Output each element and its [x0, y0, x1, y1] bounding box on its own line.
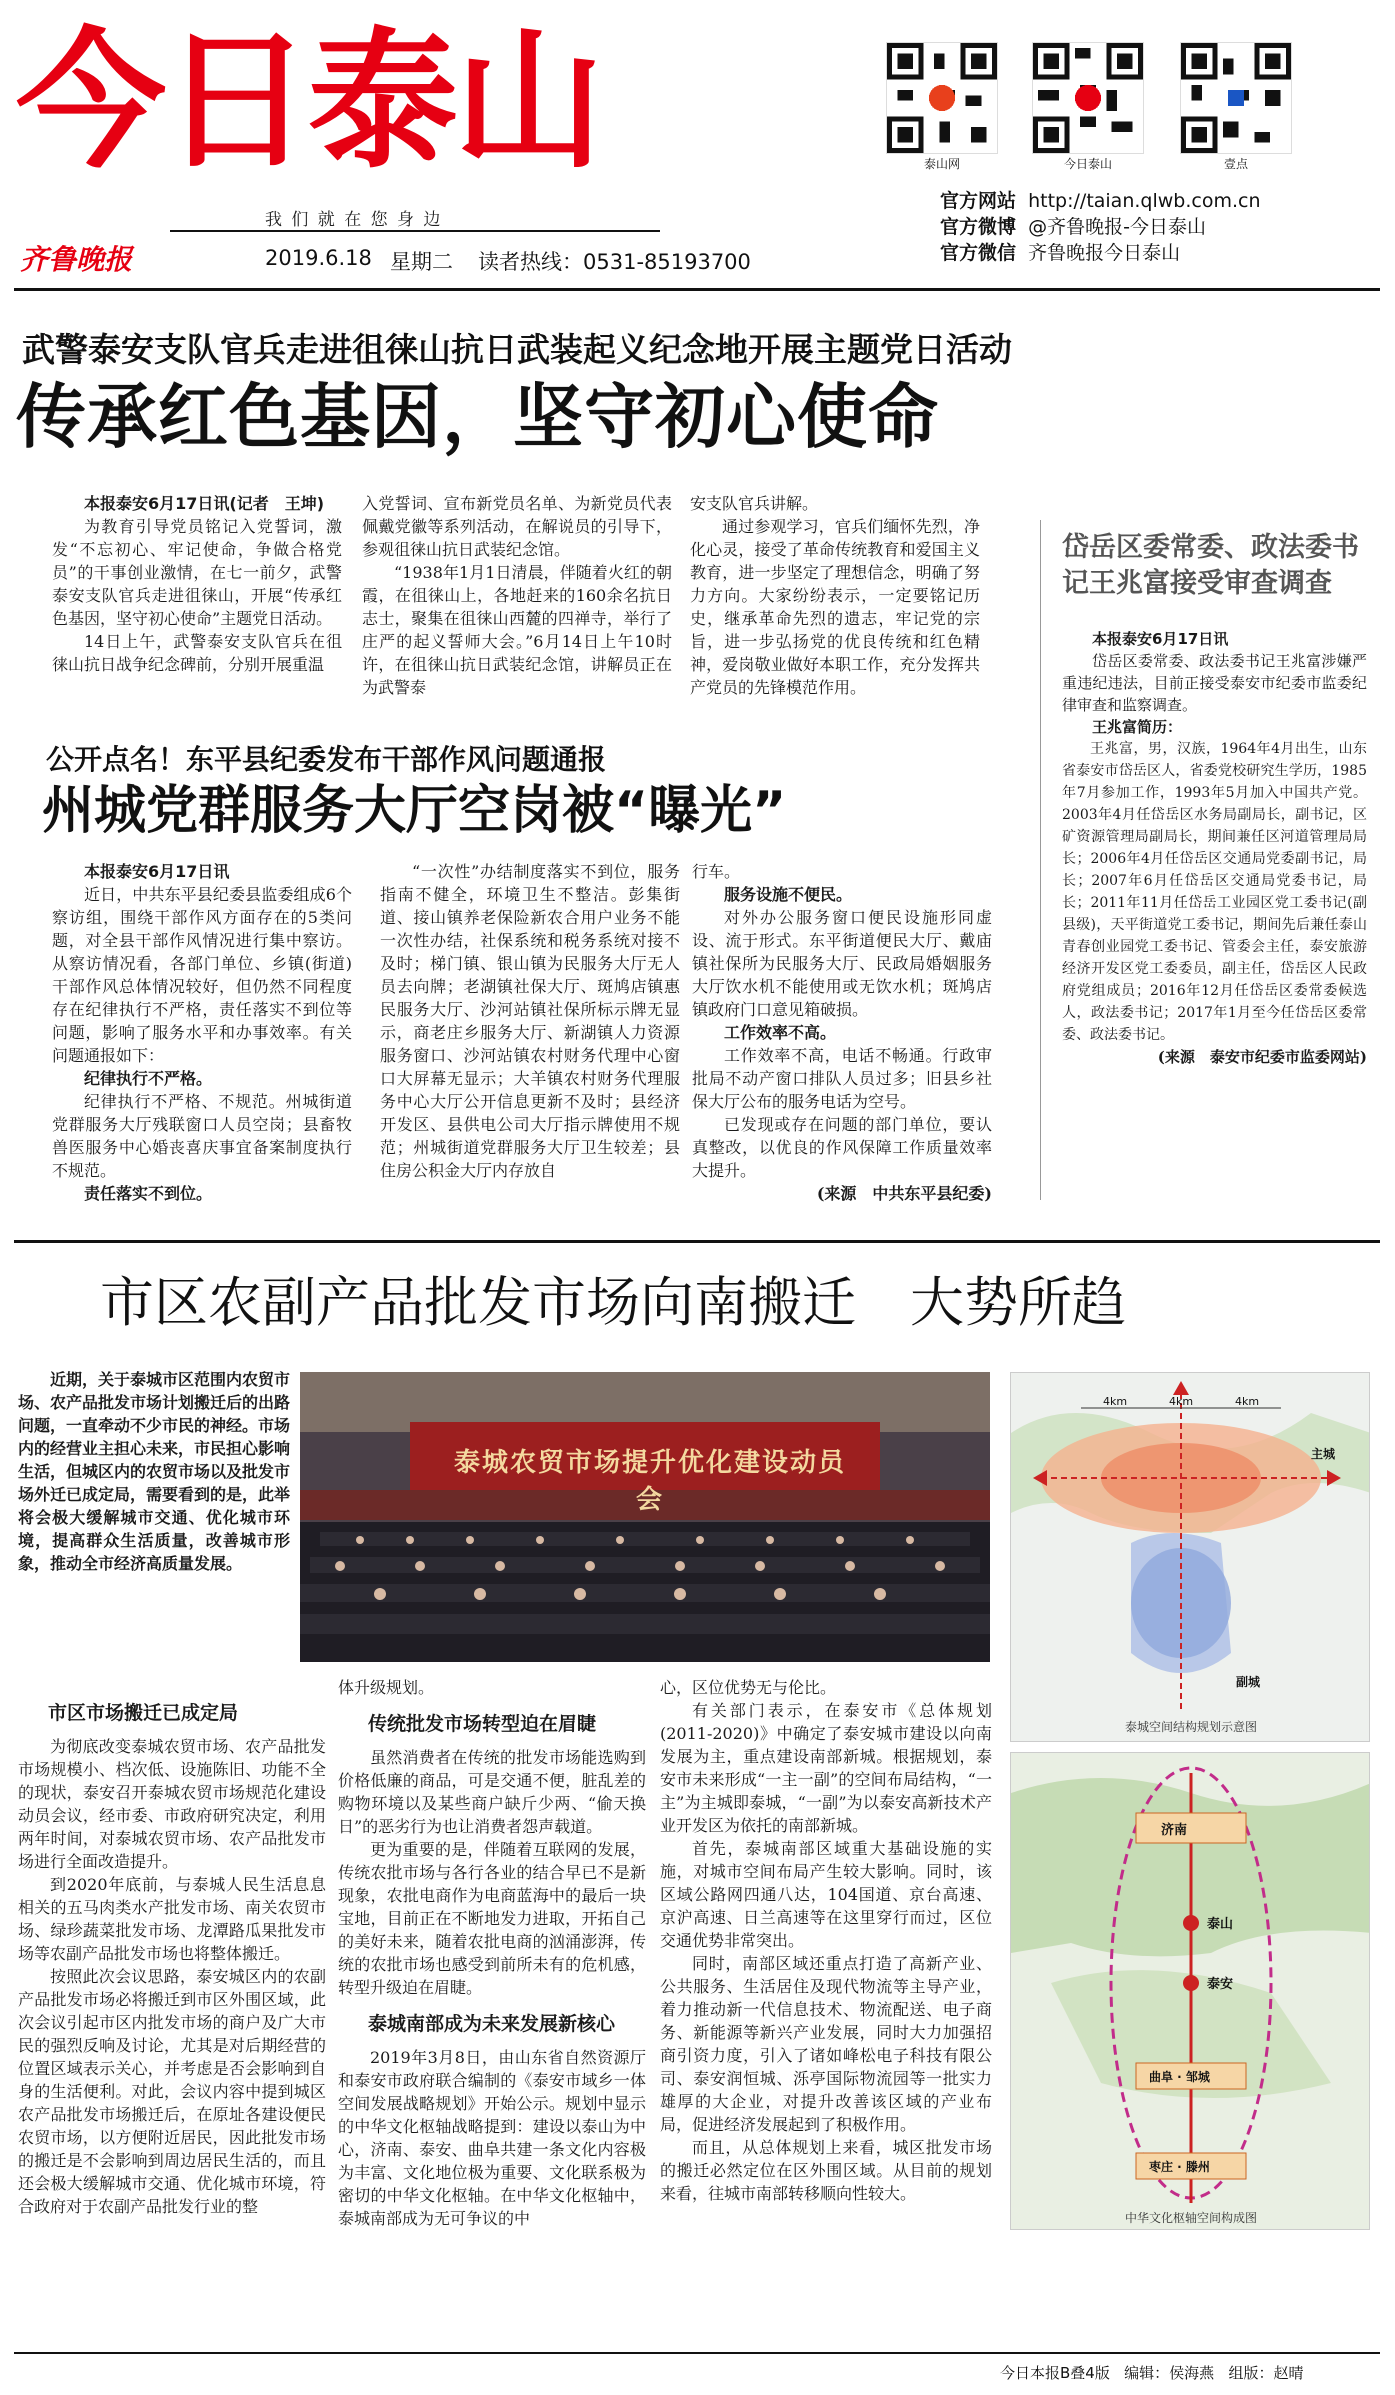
qr-label-2: 今日泰山 [1063, 157, 1112, 171]
article2-subhead: 纪律执行不严格。 [84, 1069, 213, 1088]
map-label: 4km [1103, 1395, 1128, 1408]
map-label: 枣庄 · 滕州 [1149, 2160, 1210, 2174]
map-label: 曲阜 · 邹城 [1149, 2070, 1210, 2084]
masthead-slogan: 我 们 就 在 您 身 边 [265, 210, 443, 230]
article3-para: 更为重要的是，伴随着互联网的发展，传统农批市场与各行各业的结合早已不是新现象，农批电商作为电商蓝海中的最后一块宝地，目前正在不断地发力进取，开拓自己的美好未来，随着农批电商的汹涌澎湃，传统的农批市场也感受到前所未有的危机感，转型升级迫在眉睫。 [338, 1840, 646, 1997]
masthead-divider [170, 230, 660, 232]
article2-source: (来源 中共东平县纪委) [816, 1184, 992, 1203]
article3-para: 体升级规划。 [338, 1678, 435, 1697]
official-links [940, 188, 1261, 266]
article1-col3 [690, 492, 980, 699]
city-structure-map [1010, 1372, 1370, 1742]
article1-para: 通过参观学习，官兵们缅怀先烈，净化心灵，接受了革命传统教育和爱国主义教育，进一步坚定了理想信念，明确了努力方向。大家纷纷表示，一定要铭记历史，继承革命先烈的遗志，牢记党的宗旨，进一步弘扬党的优良传统和红色精神，爱岗敬业做好本职工作，充分发挥共产党员的先锋模范作用。 [690, 517, 980, 697]
article1-para: “1938年1月1日清晨，伴随着火红的朝霞，在徂徕山上，各地赶来的160余名抗日志士，聚集在徂徕山西麓的四禅寺，举行了庄严的起义誓师大会。”6月14日上午10时许，在徂徕山抗日武装纪念馆，讲解员正在为武警泰 [362, 563, 672, 697]
footer-page: 今日本报B叠4版 [1000, 2364, 1110, 2382]
article1-byline: 本报泰安6月17日讯(记者 王坤) [84, 494, 325, 513]
sidebar-bio-title: 王兆富简历： [1092, 718, 1183, 736]
website-link[interactable]: http://taian.qlwb.com.cn [1028, 190, 1261, 212]
article1-col2 [362, 492, 672, 699]
article3-para: 到2020年底前，与泰城人民生活息息相关的五马肉类水产批发市场、南关农贸市场、绿珍蔬菜批发市场、龙潭路瓜果批发市场等农副产品批发市场也将整体搬迁。 [18, 1875, 326, 1963]
article3-para: 为彻底改变泰城农贸市场、农产品批发市场规模小、档次低、设施陈旧、功能不全的现状，泰安召开泰城农贸市场规范化建设动员会议，经市委、市政府研究决定，利用两年时间，对泰城农贸市场、农产品批发市场进行全面改造提升。 [18, 1737, 326, 1871]
article3-subhead: 市区市场搬迁已成定局 [48, 1702, 239, 1724]
map2-caption: 中华文化枢轴空间构成图 [1124, 2211, 1257, 2225]
qr-label-3: 壹点 [1223, 157, 1248, 171]
article2-para: 对外办公服务窗口便民设施形同虚设、流于形式。东平街道便民大厅、戴庙镇社保所为民服务大厅、民政局婚姻服务大厅饮水机不能使用或无饮水机；斑鸠店镇政府门口意见箱破损。 [692, 908, 992, 1019]
article3-lead-text: 近期，关于泰城市区范围内农贸市场、农产品批发市场计划搬迁后的出路问题，一直牵动不少市民的神经。市场内的经营业主担心未来，市民担心影响生活，但城区内的农贸市场以及批发市场外迁已成定局，需要看到的是，此举将会极大缓解城市交通、优化城市环境，提高群众生活质量，改善城市形象，推动全市经济高质量发展。 [18, 1370, 291, 1573]
map-label: 副城 [1236, 1675, 1261, 1689]
weibo-link[interactable]: @齐鲁晚报-今日泰山 [1028, 216, 1206, 238]
footer [1000, 2362, 1304, 2383]
article2-para: 纪律执行不严格、不规范。州城街道党群服务大厅残联窗口人员空岗；县畜牧兽医服务中心婚丧喜庆事宜备案制度执行不规范。 [52, 1092, 352, 1180]
qr-code-2[interactable] [1032, 42, 1144, 154]
article3-subhead: 传统批发市场转型迫在眉睫 [368, 1713, 597, 1735]
sidebar-body [1062, 628, 1367, 1068]
sidebar-lead: 岱岳区委常委、政法委书记王兆富涉嫌严重违纪违法，目前正接受泰安市纪委市监委纪律审查和监察调查。 [1062, 652, 1367, 714]
masthead-title: 今日泰山 [16, 15, 601, 189]
map-label: 泰安 [1207, 1977, 1234, 1992]
article3-para: 2019年3月8日，由山东省自然资源厅和泰安市政府联合编制的《泰安市域乡一体空间发展战略规划》开始公示。规划中显示的中华文化枢轴战略提到：建设以泰山为中心，济南、泰安、曲阜共建一条文化内容极为丰富、文化地位极为重要、文化联系极为密切的中华文化枢轴。在中华文化枢轴中，泰城南部成为无可争议的中 [338, 2048, 646, 2228]
article2-para: 近日，中共东平县纪委县监委组成6个察访组，围绕干部作风方面存在的5类问题，对全县干部作风情况进行集中察访。从察访情况看，各部门单位、乡镇(街道)干部作风总体情况较好，但仍然不同程度存在纪律执行不严格，责任落实不到位等问题，影响了服务水平和办事效率。有关问题通报如下： [52, 885, 352, 1065]
article2-byline: 本报泰安6月17日讯 [84, 862, 230, 881]
article2-para: 行车。 [692, 862, 741, 881]
qr-label-1: 泰山网 [923, 157, 960, 171]
article2-subhead: 服务设施不便民。 [724, 885, 853, 904]
section-rule [14, 1240, 1380, 1243]
masthead-bottom-rule [14, 288, 1380, 291]
sidebar-bio: 王兆富，男，汉族，1964年4月出生，山东省泰安市岱岳区人，省委党校研究生学历，1985年7月参加工作，1993年5月加入中国共产党。2003年4月任岱岳区水务局副局长，副书记，区矿资源管理局副局长，期间兼任区河道管理局局长；2006年4月任岱岳区交通局党委副书记，局长；2007年6月任岱岳区交通局党委书记，局长；2011年11月任岱岳工业园区党工委书记(副县级)，天平街道党工委书记，期间先后兼任泰山青春创业园党工委书记、管委会主任，泰安旅游经济开发区党工委委员，副主任，岱岳区人民政府党组成员；2016年12月任岱岳区委常委候选人，政法委书记；2017年1月至今任岱岳区委常委、政法委书记。 [1062, 741, 1367, 1043]
qr-code-3[interactable] [1180, 42, 1292, 154]
article2-headline: 州城党群服务大厅空岗被“曝光” [42, 781, 787, 841]
sidebar-byline: 本报泰安6月17日讯 [1092, 630, 1229, 648]
article3-headline: 市区农副产品批发市场向南搬迁 大势所趋 [100, 1271, 1126, 1334]
article3-col3 [660, 1676, 992, 2205]
article3-para: 同时，南部区域还重点打造了高新产业、公共服务、生活居住及现代物流等主导产业，着力推动新一代信息技术、物流配送、电子商务、新能源等新兴产业发展，同时大力加强招商引资力度，引入了诸如峰松电子科技有限公司、泰安润恒城、泺亭国际物流园等一批实力雄厚的大企业，对提升改善该区域的产业布局，促进经济发展起到了积极作用。 [660, 1954, 992, 2134]
article2-para: 工作效率不高，电话不畅通。行政审批局不动产窗口排队人员过多；旧县乡社保大厅公布的服务电话为空号。 [692, 1046, 992, 1111]
issue-weekday: 星期二 [390, 250, 453, 274]
article3-para: 按照此次会议思路，泰安城区内的农副产品批发市场必将搬迁到市区外围区域，此次会议引起市区内批发市场的商户及广大市民的强烈反响及讨论，尤其是对后期经营的位置区域表示关心，并考虑是否会影响到自身的生活便利。对此，会议内容中提到城区农产品批发市场搬迁后，在原址各建设便民农贸市场，以方便附近居民，因此批发市场的搬迁是不会影响到周边居民生活的，而且还会极大缓解城市交通、优化城市环境，符合政府对于农副产品批发行业的整 [18, 1967, 326, 2216]
footer-editor: 编辑：侯海燕 [1124, 2364, 1215, 2382]
article2-subhead: 责任落实不到位。 [84, 1184, 213, 1203]
map-label: 泰山 [1207, 1917, 1234, 1932]
article1-para: 为教育引导党员铭记入党誓词，激发“不忘初心、牢记使命，争做合格党员”的干事创业激情，在七一前夕，武警泰安支队官兵走进徂徕山，开展“传承红色基因，坚守初心使命”主题党日活动。 [52, 517, 342, 628]
issue-date: 2019.6.18 [265, 246, 372, 270]
link-label: 官方微博 [940, 216, 1017, 238]
article2-col3 [692, 860, 992, 1205]
article2-col1 [52, 860, 352, 1205]
article2-para: 已发现或存在问题的部门单位，要认真整改，以优良的作风保障工作质量效率大提升。 [692, 1115, 992, 1180]
link-label: 官方网站 [940, 190, 1017, 212]
article3-para: 有关部门表示，在泰安市《总体规划(2011-2020)》中确定了泰安城市建设以向南发展为主，重点建设南部新城。根据规划，泰安市未来形成“一主一副”的空间布局结构，“一主”为主城即泰城，“一副”为以泰安高新技术产业开发区为依托的南部新城。 [660, 1701, 992, 1835]
article1-para: 14日上午，武警泰安支队官兵在徂徕山抗日战争纪念碑前，分别开展重温 [52, 632, 342, 674]
article2-subhead: 工作效率不高。 [724, 1023, 837, 1042]
article3-para: 心，区位优势无与伦比。 [660, 1678, 837, 1697]
article1-kicker: 武警泰安支队官兵走进徂徕山抗日武装起义纪念地开展主题党日活动 [22, 330, 1012, 369]
article3-lead [18, 1368, 290, 1575]
meeting-photo [300, 1372, 990, 1662]
cultural-axis-map [1010, 1752, 1370, 2230]
article3-subhead: 泰城南部成为未来发展新核心 [368, 2013, 616, 2035]
article3-para: 虽然消费者在传统的批发市场能选购到价格低廉的商品，可是交通不便，脏乱差的购物环境以及某些商户缺斤少两、“偷天换日”的恶劣行为也让消费者怨声载道。 [338, 1748, 646, 1836]
article3-col1 [18, 1688, 326, 2218]
article1-headline: 传承红色基因，坚守初心使命 [16, 376, 939, 458]
masthead [0, 0, 1395, 290]
sidebar-source: (来源 泰安市纪委市监委网站) [1157, 1048, 1367, 1066]
sidebar-divider [1040, 520, 1041, 1200]
map-label: 济南 [1161, 1823, 1188, 1838]
qr-code-1[interactable] [886, 42, 998, 154]
article1-para: 安支队官兵讲解。 [690, 494, 819, 513]
map-label: 4km [1235, 1395, 1260, 1408]
link-label: 官方微信 [940, 242, 1017, 264]
brand-logo: 齐鲁晚报 [20, 243, 133, 276]
article1-para: 入党誓词、宣布新党员名单、为新党员代表佩戴党徽等系列活动，在解说员的引导下，参观徂徕山抗日武装纪念馆。 [362, 494, 672, 559]
article2-para: “一次性”办结制度落实不到位，服务指南不健全，环境卫生不整洁。彭集街道、接山镇养老保险新农合用户业务不能一次性办结，社保系统和税务系统对接不及时；梯门镇、银山镇为民服务大厅无人员去向牌；老湖镇社保大厅、斑鸠店镇惠民服务大厅、沙河站镇社保所标示牌无显示，商老庄乡服务大厅、新湖镇人力资源服务窗口、沙河站镇农村财务代理中心窗口大屏幕无显示；大羊镇农村财务代理服务中心大厅公开信息更新不及时；县经济开发区、县供电公司大厅指示牌使用不规范；州城街道党群服务大厅卫生较差；县住房公积金大厅内存放自 [380, 862, 680, 1180]
map-label: 4km [1169, 1395, 1194, 1408]
sidebar-headline: 岱岳区委常委、政法委书记王兆富接受审查调查 [1062, 532, 1359, 599]
article2-kicker: 公开点名！东平县纪委发布干部作风问题通报 [46, 743, 607, 776]
map-label: 主城 [1311, 1447, 1336, 1461]
map1-caption: 泰城空间结构规划示意图 [1124, 1720, 1257, 1734]
article1-col1 [52, 492, 342, 676]
photo-banner: 泰城农贸市场提升优化建设动员会 [453, 1448, 846, 1515]
article3-para: 首先，泰城南部区域重大基础设施的实施，对城市空间布局产生较大影响。同时，该区域公路网四通八达，104国道、京台高速、京沪高速、日兰高速等在这里穿行而过，区位交通优势非常突出。 [660, 1839, 992, 1950]
article3-col2 [338, 1676, 646, 2230]
footer-layout: 组版：赵晴 [1228, 2364, 1304, 2382]
footer-rule [14, 2352, 1380, 2354]
article2-col2 [380, 860, 680, 1182]
wechat-link[interactable]: 齐鲁晚报今日泰山 [1028, 242, 1181, 264]
article3-para: 而且，从总体规划上来看，城区批发市场的搬迁必然定位在区外围区域。从目前的规划来看，往城市南部转移顺向性较大。 [660, 2138, 992, 2203]
reader-hotline: 读者热线：0531-85193700 [478, 250, 751, 274]
